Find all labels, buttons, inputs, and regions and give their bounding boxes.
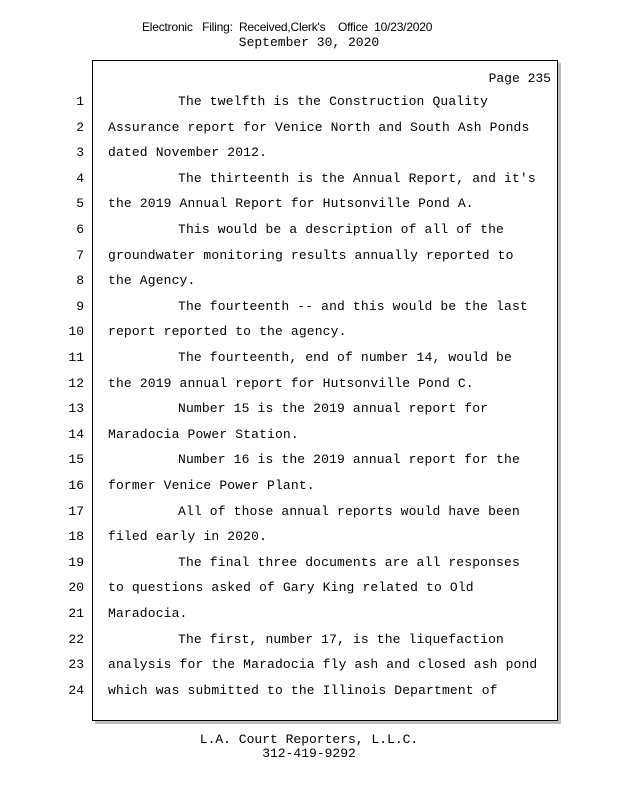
- line-text: to questions asked of Gary King related to Old: [108, 580, 474, 596]
- transcript-line: [0, 630, 618, 650]
- transcript-line: [0, 655, 618, 675]
- transcript-line: [0, 220, 618, 240]
- line-number: 17: [68, 503, 84, 519]
- transcript-line: [0, 578, 618, 598]
- line-text: filed early in 2020.: [108, 529, 268, 545]
- transcript-line: [0, 322, 618, 342]
- line-number: 20: [68, 580, 84, 596]
- line-text: groundwater monitoring results annually reported to: [108, 247, 514, 263]
- transcript-line: [0, 502, 618, 522]
- transcript-line: [0, 527, 618, 547]
- footer: [0, 733, 618, 761]
- line-text: The first, number 17, is the liquefaction: [178, 631, 505, 647]
- line-number: 21: [68, 606, 84, 621]
- reporter-company: L.A. Court Reporters, L.L.C.: [199, 732, 419, 747]
- line-number: 5: [76, 196, 84, 212]
- line-number: 11: [68, 350, 84, 365]
- line-text: which was submitted to the Illinois Department of: [108, 682, 498, 698]
- transcript-line: [0, 681, 618, 701]
- line-number: 22: [68, 631, 84, 647]
- line-text: All of those annual reports would have been: [178, 503, 520, 519]
- line-text: report reported to the agency.: [108, 324, 347, 340]
- line-number: 24: [68, 682, 84, 698]
- line-text: Assurance report for Venice North and South Ash Ponds: [108, 119, 530, 135]
- transcript-line: [0, 476, 618, 496]
- line-number: 18: [68, 529, 84, 545]
- line-number: 7: [76, 247, 84, 263]
- line-text: Number 15 is the 2019 annual report for: [178, 401, 489, 417]
- line-number: 9: [76, 298, 84, 314]
- transcript-line: [0, 169, 618, 189]
- line-number: 12: [68, 375, 84, 391]
- transcript-line: [0, 92, 618, 112]
- transcript-line: [0, 553, 618, 573]
- transcript-line: [0, 399, 618, 419]
- transcript-line: [0, 297, 618, 317]
- line-text: The fourteenth -- and this would be the last: [178, 298, 528, 314]
- line-number: 19: [68, 554, 84, 570]
- line-text: The fourteenth, end of number 14, would be: [178, 350, 512, 365]
- filing-stamp: Electronic Filing: Received,Clerk's Office 10/23/2020: [142, 20, 433, 34]
- line-number: 15: [68, 452, 84, 468]
- line-number: 23: [68, 657, 84, 673]
- line-number: 16: [68, 478, 84, 493]
- line-text: dated November 2012.: [108, 145, 268, 161]
- line-text: The final three documents are all responses: [178, 554, 520, 570]
- transcript-line: [0, 450, 618, 470]
- line-text: The thirteenth is the Annual Report, and it's: [178, 170, 536, 186]
- transcript-line: [0, 118, 618, 138]
- line-number: 6: [76, 222, 84, 237]
- line-text: former Venice Power Plant.: [108, 478, 315, 493]
- transcript-line: [0, 604, 618, 624]
- transcript-line: [0, 194, 618, 214]
- line-number: 3: [76, 145, 84, 161]
- line-number: 8: [76, 273, 84, 289]
- line-number: 14: [68, 426, 84, 442]
- line-number: 1: [76, 94, 84, 109]
- line-text: the 2019 Annual Report for Hutsonville Pond A.: [108, 196, 474, 212]
- transcript-line: [0, 271, 618, 291]
- page-number: Page 235: [488, 71, 551, 86]
- line-text: Number 16 is the 2019 annual report for the: [178, 452, 520, 468]
- line-number: 13: [68, 401, 84, 417]
- line-text: the 2019 annual report for Hutsonville Pond C.: [108, 375, 474, 391]
- reporter-phone: 312-419-9292: [262, 746, 356, 761]
- line-text: the Agency.: [108, 273, 196, 289]
- line-text: The twelfth is the Construction Quality: [178, 94, 489, 109]
- transcript-line: [0, 425, 618, 445]
- transcript-line: [0, 348, 618, 368]
- line-number: 10: [68, 324, 84, 340]
- line-text: Maradocia Power Station.: [108, 426, 299, 442]
- transcript-date: September 30, 2020: [238, 35, 380, 50]
- transcript-line: [0, 246, 618, 266]
- line-number: 4: [76, 170, 84, 186]
- line-number: 2: [76, 119, 84, 135]
- line-text: This would be a description of all of the: [178, 222, 505, 237]
- transcript-line: [0, 143, 618, 163]
- transcript-line: [0, 374, 618, 394]
- line-text: Maradocia.: [108, 606, 188, 621]
- line-text: analysis for the Maradocia fly ash and closed ash pond: [108, 657, 538, 673]
